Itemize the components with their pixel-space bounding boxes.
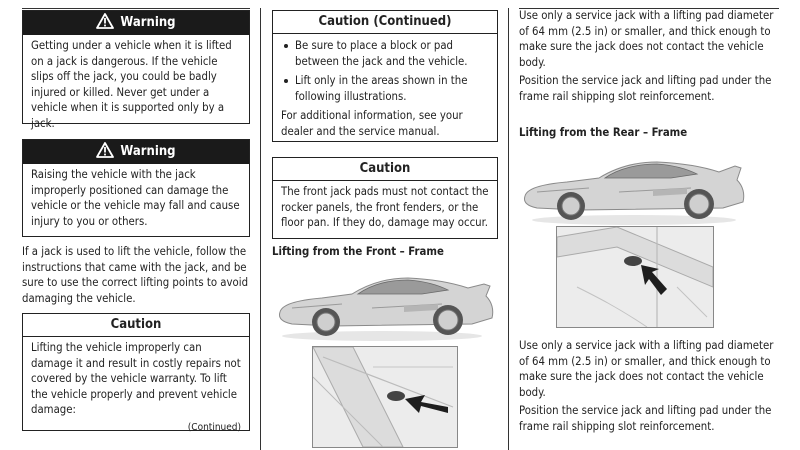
front-jack-point-inset bbox=[312, 346, 458, 448]
rear-frame-rail-detail bbox=[557, 227, 713, 327]
caution-continued-box bbox=[272, 10, 498, 142]
warning-title: Warning bbox=[120, 144, 176, 159]
warning-box-2 bbox=[22, 139, 250, 237]
service-jack-paragraph-2: Use only a service jack with a lifting pad diameter of 64 mm (2.5 in) or smaller, and thick enough to make sure the jack does not contact the vehicle body. bbox=[519, 339, 774, 399]
continued-label: (Continued) bbox=[187, 421, 241, 433]
jack-position-paragraph-2: Position the service jack and lifting pad under the frame rail shipping slot reinforcement. bbox=[519, 404, 772, 433]
warning-text: Raising the vehicle with the jack improperly positioned can damage the vehicle or the vehicle may fall and cause injury to you or others. bbox=[31, 168, 240, 228]
caution-box bbox=[22, 313, 250, 431]
warning-header bbox=[23, 140, 249, 164]
column-2 bbox=[272, 0, 498, 450]
jack-instructions-paragraph: If a jack is used to lift the vehicle, follow the instructions that came with the jack, and be sure to use the correct lifting points to avoid damaging the vehicle. bbox=[22, 245, 249, 305]
column-3 bbox=[519, 0, 777, 450]
caution-text: The front jack pads must not contact the rocker panels, the front fenders, or the floor pan. If they do, damage may occur. bbox=[281, 185, 489, 230]
bullet-item: Be sure to place a block or pad between the jack and the vehicle. bbox=[281, 38, 489, 69]
car-side-illustration-front bbox=[272, 264, 498, 344]
warning-box-1 bbox=[22, 10, 250, 130]
warning-triangle-icon bbox=[96, 13, 114, 29]
caution-footer-text: For additional information, see your dealer and the service manual. bbox=[281, 109, 463, 138]
column-divider-2 bbox=[508, 8, 509, 450]
warning-header bbox=[23, 11, 249, 35]
service-jack-paragraph-1: Use only a service jack with a lifting pad diameter of 64 mm (2.5 in) or smaller, and thick enough to make sure the jack does not contact the vehicle body. bbox=[519, 9, 774, 69]
caution-title: Caution bbox=[273, 158, 497, 181]
rear-jack-point-inset bbox=[556, 226, 714, 328]
caution-continued-title: Caution (Continued) bbox=[273, 11, 497, 34]
warning-text: Getting under a vehicle when it is lifted on a jack is dangerous. If the vehicle slips off the jack, you could be badly injured or killed. Never get under a vehicle when it is supported only by a jack. bbox=[31, 39, 232, 130]
warning-triangle-icon bbox=[96, 142, 114, 158]
caution-title: Caution bbox=[23, 314, 249, 337]
warning-title: Warning bbox=[120, 15, 176, 30]
caution-bullet-list bbox=[281, 38, 489, 104]
caution-text: Lifting the vehicle improperly can damage it and result in costly repairs not covered by the vehicle warranty. To lift the vehicle properly and prevent vehicle damage: bbox=[31, 341, 241, 417]
car-side-illustration-rear bbox=[519, 148, 749, 228]
column-1 bbox=[22, 0, 250, 450]
bullet-item: Lift only in the areas shown in the following illustrations. bbox=[281, 73, 489, 104]
jack-position-paragraph-1: Position the service jack and lifting pad under the frame rail shipping slot reinforcement. bbox=[519, 74, 772, 103]
front-lifting-heading: Lifting from the Front – Frame bbox=[272, 245, 444, 258]
caution-box-2 bbox=[272, 157, 498, 239]
rear-lifting-heading: Lifting from the Rear – Frame bbox=[519, 126, 688, 139]
column-divider-1 bbox=[260, 8, 261, 450]
frame-rail-detail bbox=[313, 347, 457, 447]
